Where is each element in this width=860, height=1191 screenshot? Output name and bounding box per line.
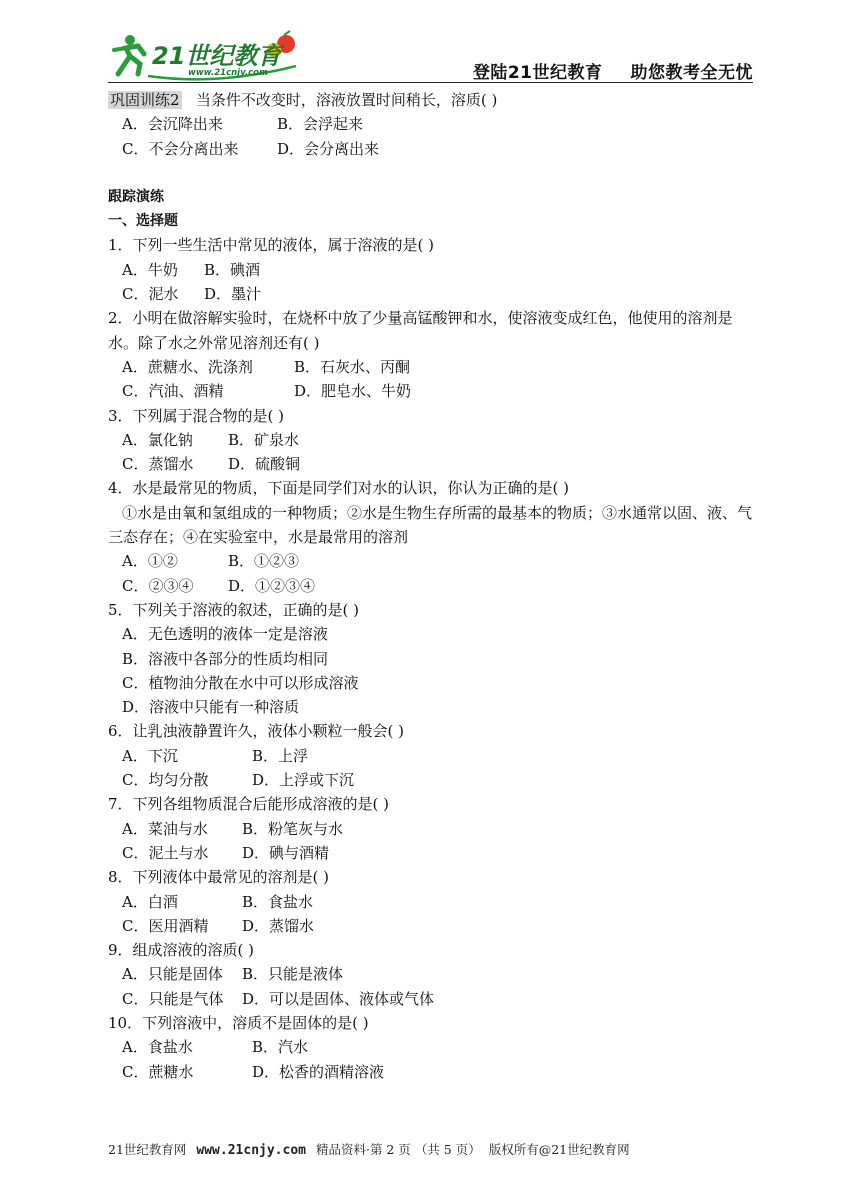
option-b: B．会浮起来 (277, 115, 364, 134)
option-c: C．②③④ (122, 576, 194, 595)
option-d: D．会分离出来 (277, 139, 380, 158)
options-row (108, 112, 753, 136)
options-row (108, 817, 753, 841)
option-d: D．墨汁 (204, 285, 262, 304)
site-logo (108, 30, 308, 82)
page-header (108, 30, 753, 82)
options-row (108, 549, 753, 573)
options-row (108, 428, 753, 452)
options-row (108, 1035, 753, 1059)
options-row (108, 914, 753, 938)
option-b: B．矿泉水 (228, 430, 300, 449)
option-a: A．牛奶 (122, 260, 178, 279)
option-b: B．汽水 (252, 1038, 309, 1057)
option-b: B．只能是液体 (242, 965, 344, 984)
subsection-title: 一、选择题 (108, 213, 178, 230)
option-d: D．碘与酒精 (242, 843, 330, 862)
option-a: A．氯化钠 (122, 430, 193, 449)
options-row (108, 379, 753, 403)
question-stem: 9．组成溶液的溶质( ) (108, 941, 255, 960)
option-a: A．食盐水 (122, 1038, 193, 1057)
option-c: C．植物油分散在水中可以形成溶液 (122, 673, 359, 692)
options-row (108, 258, 753, 282)
option-c: C．泥土与水 (122, 843, 209, 862)
option-d: D．溶液中只能有一种溶质 (122, 698, 300, 717)
option-b: B．①②③ (228, 552, 300, 571)
section-title: 跟踪演练 (108, 188, 164, 205)
logo-text: 21世纪教育 (152, 42, 282, 70)
option-b: B．石灰水、丙酮 (294, 357, 411, 376)
option-c: C．均匀分散 (122, 771, 209, 790)
footer-copyright: 版权所有@21世纪教育网 (488, 1142, 630, 1157)
header-divider (108, 82, 753, 83)
option-a: A．下沉 (122, 746, 178, 765)
option-c: C．只能是气体 (122, 989, 224, 1008)
footer-page-info: 精品资料·第 2 页 （共 5 页） (315, 1142, 481, 1157)
option-b: B．上浮 (252, 746, 309, 765)
option-d: D．肥皂水、牛奶 (294, 382, 412, 401)
option-d: D．硫酸铜 (228, 455, 301, 474)
option-a: A．无色透明的液体一定是溶液 (122, 625, 328, 644)
page-footer (108, 1140, 753, 1158)
options-row (108, 1060, 753, 1084)
option-a: A．白酒 (122, 892, 178, 911)
options-row (108, 355, 753, 379)
question-stem: 8．下列液体中最常见的溶剂是( ) (108, 868, 330, 887)
consolidation-label: 巩固训练2 (110, 91, 180, 109)
logo-graphic (108, 30, 308, 82)
options-row (108, 890, 753, 914)
option-d: D．上浮或下沉 (252, 771, 355, 790)
slogan-login: 登陆21世纪教育 (472, 63, 603, 83)
consolidation-question: 当条件不改变时，溶液放置时间稍长，溶质( ) (195, 91, 498, 109)
option-a: A．菜油与水 (122, 819, 208, 838)
header-slogan (473, 58, 753, 83)
options-row (108, 452, 753, 476)
option-c: C．不会分离出来 (122, 139, 239, 158)
option-a: A．蔗糖水、洗涤剂 (122, 357, 253, 376)
option-a: A．只能是固体 (122, 965, 223, 984)
document-body (108, 88, 753, 1084)
option-c: C．医用酒精 (122, 916, 209, 935)
question-stem: 1．下列一些生活中常见的液体，属于溶液的是( ) (108, 236, 435, 255)
question-stem: 5．下列关于溶液的叙述，正确的是( ) (108, 600, 360, 619)
option-d: D．可以是固体、液体或气体 (242, 989, 435, 1008)
option-d: D．蒸馏水 (242, 916, 315, 935)
option-c: C．汽油、酒精 (122, 382, 224, 401)
option-c: C．蒸馏水 (122, 455, 194, 474)
question-statements: ①水是由氧和氢组成的一种物质；②水是生物生存所需的最基本的物质；③水通常以固、液、气三态存在；④在实验室中，水是最常用的溶剂 (108, 503, 753, 547)
option-c: C．蔗糖水 (122, 1062, 194, 1081)
question-stem: 7．下列各组物质混合后能形成溶液的是( ) (108, 795, 390, 814)
footer-site-link[interactable]: www.21cnjy.com (196, 1143, 306, 1158)
slogan-help: 助您教考全无忧 (630, 63, 753, 83)
option-b: B．溶液中各部分的性质均相同 (122, 649, 329, 668)
options-row (108, 841, 753, 865)
option-b: B．食盐水 (242, 892, 314, 911)
option-b: B．粉笔灰与水 (242, 819, 344, 838)
footer-site-name: 21世纪教育网 (108, 1142, 187, 1157)
question-stem: 6．让乳浊液静置许久，液体小颗粒一般会( ) (108, 722, 405, 741)
option-a: A．会沉降出来 (122, 115, 223, 134)
option-c: C．泥水 (122, 285, 179, 304)
question-stem: 2．小明在做溶解实验时，在烧杯中放了少量高锰酸钾和水，使溶液变成红色，他使用的溶剂是水。除了水之外常见溶剂还有( ) (108, 309, 733, 352)
question-stem: 4．水是最常见的物质，下面是同学们对水的认识，你认为正确的是( ) (108, 479, 570, 498)
consolidation-stem (108, 88, 753, 112)
options-row (108, 282, 753, 306)
options-row (108, 574, 753, 598)
options-row (108, 744, 753, 768)
option-d: D．①②③④ (228, 576, 316, 595)
options-row (108, 962, 753, 986)
options-row (108, 137, 753, 161)
logo-sub: www.21cnjy.com (188, 68, 268, 78)
option-b: B．碘酒 (204, 260, 261, 279)
option-d: D．松香的酒精溶液 (252, 1062, 385, 1081)
option-a: A．①② (122, 552, 178, 571)
question-stem: 10．下列溶液中，溶质不是固体的是( ) (108, 1013, 369, 1032)
question-stem: 3．下列属于混合物的是( ) (108, 406, 285, 425)
options-row (108, 987, 753, 1011)
options-row (108, 768, 753, 792)
